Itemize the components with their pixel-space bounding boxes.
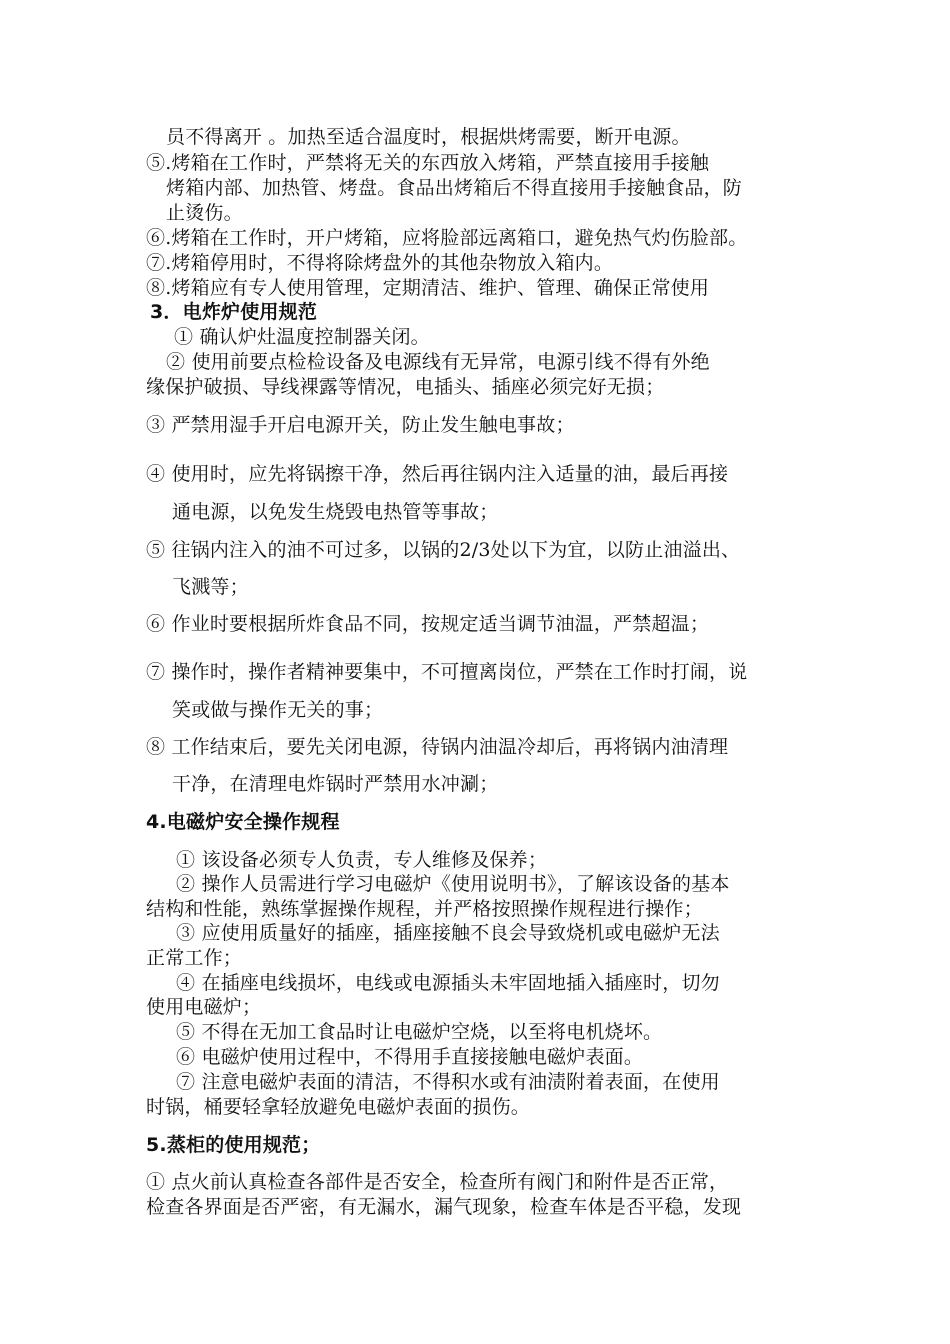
text-line: ⑧ 工作结束后，要先关闭电源，待锅内油温冷却后，再将锅内油清理 xyxy=(146,736,729,758)
text-line: ⑦.烤箱停用时，不得将除烤盘外的其他杂物放入箱内。 xyxy=(146,252,614,274)
section-heading: 3．电炸炉使用规范 xyxy=(150,301,318,323)
text-line: ⑦ 操作时，操作者精神要集中，不可擅离岗位，严禁在工作时打闹，说 xyxy=(146,661,748,683)
text-line: ② 使用前要点检检设备及电源线有无异常，电源引线不得有外绝 xyxy=(166,351,710,373)
text-line: 正常工作； xyxy=(146,947,243,969)
text-line: ① 该设备必须专人负责，专人维修及保养； xyxy=(176,849,548,871)
text-line: ⑤ 往锅内注入的油不可过多，以锅的2/3处以下为宜，以防止油溢出、 xyxy=(146,539,741,561)
text-line: ① 确认炉灶温度控制器关闭。 xyxy=(174,326,430,348)
text-line: ④ 使用时，应先将锅擦干净，然后再往锅内注入适量的油，最后再接 xyxy=(146,463,729,485)
text-line: ⑧.烤箱应有专人使用管理，定期清洁、维护、管理、确保正常使用 xyxy=(146,277,710,299)
text-line: 笑或做与操作无关的事； xyxy=(172,699,384,721)
text-line: 缘保护破损、导线裸露等情况，电插头、插座必须完好无损； xyxy=(146,376,665,398)
text-line: ① 点火前认真检查各部件是否安全，检查所有阀门和附件是否正常， xyxy=(146,1171,729,1193)
text-line: 止烫伤。 xyxy=(166,202,243,224)
text-line: 烤箱内部、加热管、烤盘。食品出烤箱后不得直接用手接触食品，防 xyxy=(166,177,743,199)
section-heading: 5.蒸柜的使用规范； xyxy=(146,1134,321,1156)
text-line: 干净，在清理电炸锅时严禁用水冲涮； xyxy=(172,773,499,795)
text-line: ⑦ 注意电磁炉表面的清洁，不得积水或有油渍附着表面，在使用 xyxy=(176,1071,720,1093)
text-line: 通电源，以免发生烧毁电热管等事故； xyxy=(172,501,499,523)
text-line: ⑤ 不得在无加工食品时让电磁炉空烧，以至将电机烧坏。 xyxy=(176,1021,663,1043)
text-line: ⑤.烤箱在工作时，严禁将无关的东西放入烤箱，严禁直接用手接触 xyxy=(146,152,710,174)
text-line: 时锅，桶要轻拿轻放避免电磁炉表面的损伤。 xyxy=(146,1096,531,1118)
section-heading: 4.电磁炉安全操作规程 xyxy=(146,811,340,833)
text-line: 使用电磁炉； xyxy=(146,996,262,1018)
text-line: ③ 严禁用湿手开启电源开关，防止发生触电事故； xyxy=(146,414,575,436)
text-line: ⑥ 作业时要根据所炸食品不同，按规定适当调节油温，严禁超温； xyxy=(146,613,710,635)
text-line: 结构和性能，熟练掌握操作规程，并严格按照操作规程进行操作； xyxy=(146,898,703,920)
text-line: ④ 在插座电线损坏，电线或电源插头未牢固地插入插座时，切勿 xyxy=(176,972,720,994)
text-line: ② 操作人员需进行学习电磁炉《使用说明书》，了解该设备的基本 xyxy=(176,873,730,895)
text-line: ③ 应使用质量好的插座，插座接触不良会导致烧机或电磁炉无法 xyxy=(176,922,720,944)
text-line: 飞溅等； xyxy=(172,576,249,598)
text-line: 检查各界面是否严密，有无漏水，漏气现象，检查车体是否平稳，发现 xyxy=(146,1196,742,1218)
text-line: ⑥.烤箱在工作时，开户烤箱，应将脸部远离箱口，避免热气灼伤脸部。 xyxy=(146,227,748,249)
text-line: ⑥ 电磁炉使用过程中，不得用手直接接触电磁炉表面。 xyxy=(176,1046,644,1068)
text-line: 员不得离开 。加热至适合温度时，根据烘烤需要，断开电源。 xyxy=(166,126,691,148)
